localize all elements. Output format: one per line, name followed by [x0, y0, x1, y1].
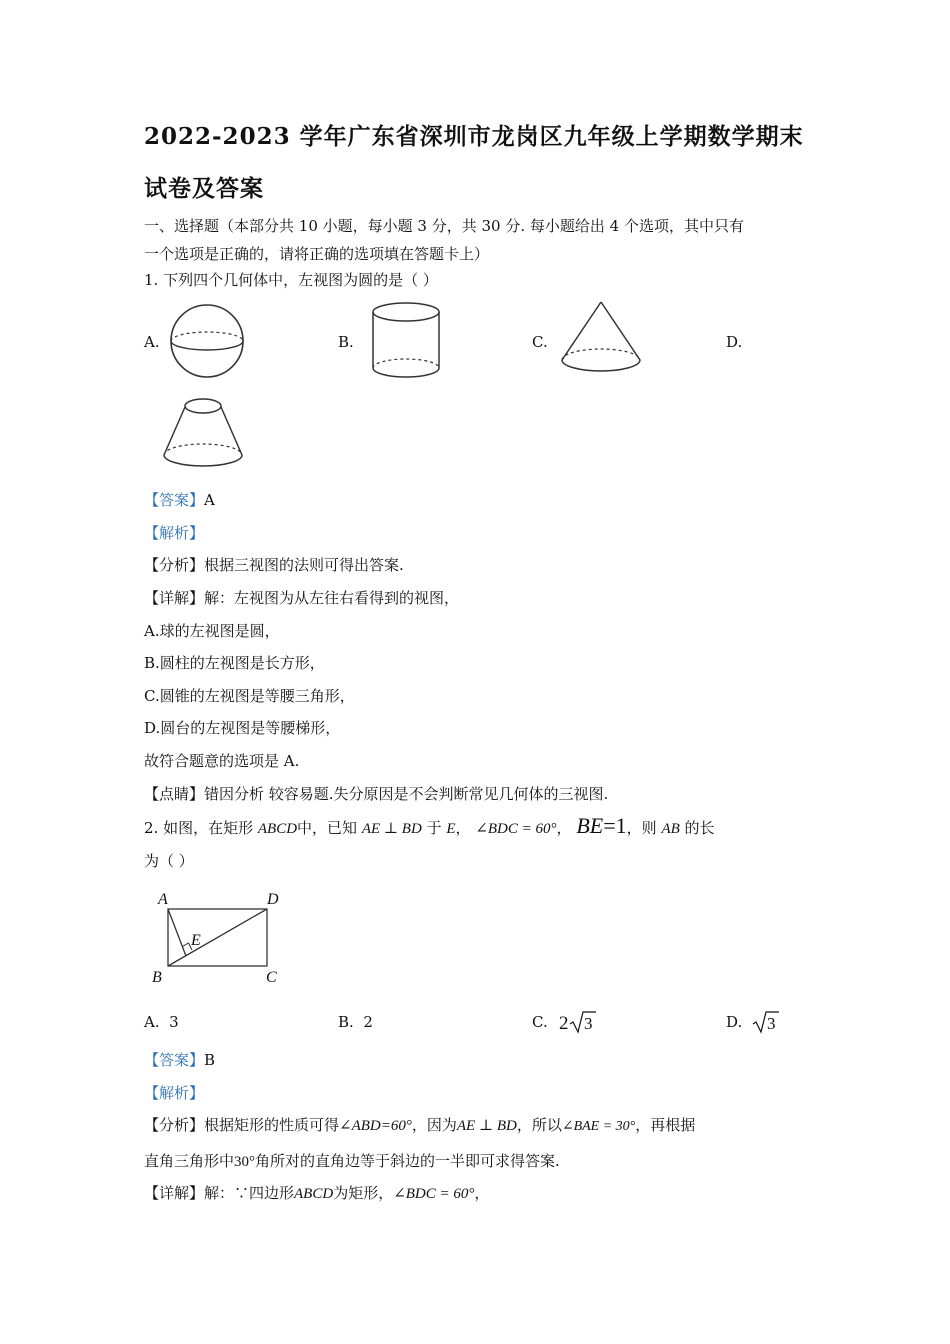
q2-fenxi-text: ，所以 — [516, 1116, 562, 1134]
label-b: B — [152, 969, 162, 986]
q2-stem-text: 中，已知 — [297, 819, 358, 837]
q2-xiangjie-line1 — [144, 1182, 489, 1203]
label-e: E — [191, 932, 201, 949]
q2-option-a-value: 3 — [169, 1013, 179, 1031]
q2-stem-line2: 为（ ） — [144, 852, 194, 870]
q2-stem-text: 于 — [426, 819, 442, 837]
q1-option-b-label: B. — [338, 333, 354, 351]
q2-xiangjie-text: ， — [474, 1184, 490, 1202]
q2-fenxi-line1 — [144, 1114, 695, 1135]
q1-answer — [144, 489, 215, 510]
q2-be: BE — [576, 813, 604, 838]
q2-option-a-label: A. — [144, 1013, 160, 1031]
q2-fenxi-line2 — [144, 1150, 560, 1171]
q2-stem-text: ，则 — [626, 819, 657, 837]
q2-stem-line1 — [144, 813, 715, 839]
q2-analysis-tag: 【解析】 — [144, 1084, 205, 1102]
label-d: D — [267, 891, 279, 908]
q2-fenxi-text: 直角三角形中 — [144, 1152, 235, 1170]
q2-angle-abd: ∠ABD=60° — [339, 1118, 412, 1134]
cone-figure — [556, 298, 646, 380]
q2-option-c-coef: 2 — [559, 1013, 569, 1034]
q2-option-c-label: C. — [532, 1013, 548, 1031]
q1-line: D.圆台的左视图是等腰梯形， — [144, 719, 341, 737]
q1-answer-value: A — [204, 491, 215, 509]
q2-option-b — [338, 1013, 373, 1031]
q1-line: 故符合题意的选项是 A. — [144, 752, 300, 770]
q2-ae-perp-bd: AE ⊥ BD — [361, 821, 422, 837]
q2-option-b-value: 2 — [363, 1013, 373, 1031]
q2-ae-perp-bd: AE ⊥ BD — [456, 1118, 517, 1134]
q2-fenxi-text: ，再根据 — [635, 1116, 696, 1134]
section-header-line2: 一个选项是正确的，请将正确的选项填在答题卡上） — [144, 245, 490, 263]
q1-option-a-label: A. — [144, 333, 160, 351]
q2-fenxi-text: ，因为 — [411, 1116, 457, 1134]
q1-option-d-label: D. — [726, 333, 743, 351]
q2-option-c-radicand: 3 — [584, 1014, 593, 1033]
cylinder-figure — [368, 300, 444, 382]
q1-line: 【详解】解：左视图为从左往右看得到的视图， — [144, 589, 460, 607]
sphere-figure — [165, 300, 249, 384]
answer-tag: 【答案】 — [144, 1051, 205, 1069]
q2-option-a — [144, 1013, 179, 1031]
q1-analysis-tag: 【解析】 — [144, 524, 205, 542]
q2-e: E — [446, 821, 456, 837]
frustum-figure — [158, 395, 248, 475]
q2-xiangjie-text: 为矩形， — [333, 1184, 394, 1202]
q1-line: A.球的左视图是圆， — [144, 622, 280, 640]
q2-stem-text: 的长 — [684, 819, 715, 837]
q2-answer — [144, 1049, 215, 1070]
q2-angle-bdc: ∠BDC = 60° — [393, 1186, 475, 1202]
q1-line: C.圆锥的左视图是等腰三角形， — [144, 687, 355, 705]
q1-line: 【点睛】错因分析 较容易题.失分原因是不会判断常见几何体的三视图. — [144, 785, 609, 803]
q2-option-b-label: B. — [338, 1013, 354, 1031]
q1-line: B.圆柱的左视图是长方形， — [144, 654, 325, 672]
q2-option-c-expression — [558, 1008, 598, 1036]
q2-option-d-radicand: 3 — [767, 1014, 776, 1033]
section-header-line1: 一、选择题（本部分共 10 小题，每小题 3 分，共 30 分. 每小题给出 4 个选项，其中只有 — [144, 217, 744, 235]
q2-30-degree: 30° — [234, 1154, 256, 1170]
q2-angle-bdc: ∠BDC = 60° — [475, 821, 557, 837]
q1-stem: 1. 下列四个几何体中，左视图为圆的是（ ） — [144, 271, 438, 289]
label-c: C — [266, 969, 277, 986]
answer-tag: 【答案】 — [144, 491, 205, 509]
q2-option-d-expression — [752, 1008, 780, 1036]
q2-option-d-label: D. — [726, 1013, 743, 1031]
q2-abcd: ABCD — [294, 1186, 334, 1202]
doc-title-line2: 试卷及答案 — [144, 175, 264, 202]
q2-fenxi-text: 【分析】根据矩形的性质可得 — [144, 1116, 340, 1134]
q2-stem-text: ， — [556, 819, 572, 837]
q2-answer-value: B — [204, 1051, 216, 1069]
q2-option-c — [532, 1013, 548, 1031]
q2-option-d — [726, 1013, 742, 1031]
q2-angle-bae: ∠BAE = 30° — [561, 1119, 636, 1134]
q2-be-eq: =1 — [603, 813, 627, 838]
q2-ab: AB — [661, 821, 680, 837]
q2-stem-text: ， — [455, 819, 471, 837]
rectangle-abcd-figure — [148, 885, 288, 989]
q2-abcd: ABCD — [257, 821, 298, 837]
q1-option-c-label: C. — [532, 333, 548, 351]
q2-stem-text: 2. 如图，在矩形 — [144, 819, 254, 837]
q1-line: 【分析】根据三视图的法则可得出答案. — [144, 556, 404, 574]
q2-fenxi-text: 角所对的直角边等于斜边的一半即可求得答案. — [255, 1152, 560, 1170]
q2-xiangjie-text: 【详解】解：∵四边形 — [144, 1184, 295, 1202]
label-a: A — [158, 891, 168, 908]
doc-title-line1: 2022-2023 学年广东省深圳市龙岗区九年级上学期数学期末 — [144, 123, 804, 150]
